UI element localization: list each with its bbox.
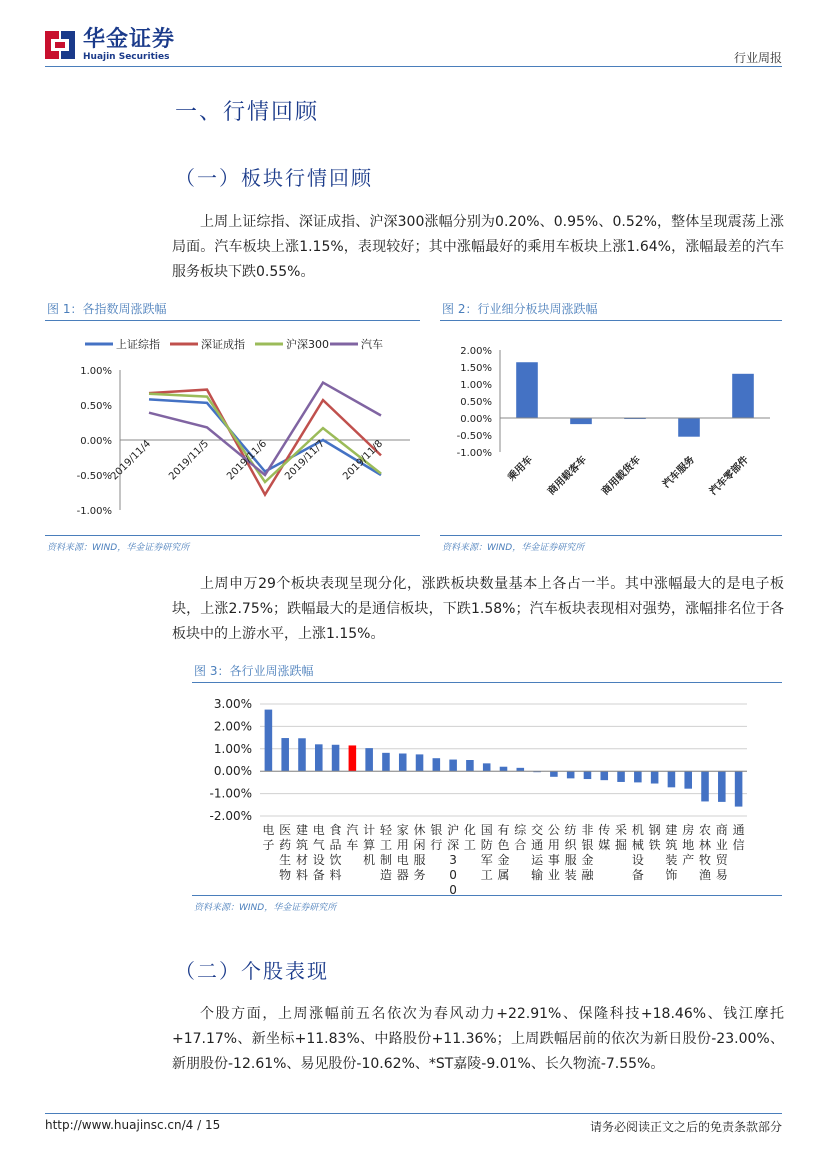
bar: [449, 760, 457, 772]
y-tick-label: 0.50%: [80, 401, 112, 412]
legend-label: 深证成指: [201, 338, 245, 351]
y-tick-label: 1.00%: [80, 366, 112, 377]
x-tick-label: 银行: [430, 823, 443, 852]
bar: [584, 771, 592, 779]
x-tick-label: 传媒: [598, 823, 611, 852]
x-tick-label: 综合: [514, 823, 527, 852]
figure2-source: 资料来源：WIND，华金证券研究所: [442, 543, 585, 553]
bar: [550, 771, 558, 777]
x-tick-label: 机械设备: [631, 823, 644, 882]
y-tick-label: 0.00%: [213, 764, 252, 779]
x-tick-label: 国防军工: [480, 823, 493, 882]
x-tick-label: 非银金融: [581, 823, 594, 882]
figure3-bar-chart: [192, 684, 782, 894]
y-tick-label: 1.00%: [213, 741, 252, 756]
x-tick-label: 房地产: [682, 823, 695, 867]
bar: [517, 768, 525, 771]
x-tick-label: 钢铁: [648, 823, 661, 852]
x-tick-label: 电气设备: [312, 823, 325, 882]
figure2-bottom-rule: [440, 535, 782, 536]
x-tick-label: 乘用车: [506, 454, 536, 484]
bar: [298, 738, 306, 771]
x-tick-label: 医药生物: [279, 823, 292, 882]
bar: [365, 748, 373, 771]
x-tick-label: 化工: [463, 823, 476, 852]
y-tick-label: -0.50%: [76, 471, 112, 482]
subsection-title-stocks: （二）个股表现: [175, 959, 329, 983]
footer-url[interactable]: http://www.huajinsc.cn/4 / 15: [45, 1118, 221, 1132]
y-tick-label: 0.00%: [80, 436, 112, 447]
bar: [732, 374, 754, 418]
figure3-bottom-rule: [192, 895, 782, 896]
bar: [399, 754, 407, 772]
logo-name-en: Huajin Securities: [83, 52, 170, 62]
x-tick-label: 有色金属: [497, 823, 510, 882]
subsection-title-sector: （一）板块行情回顾: [175, 166, 373, 190]
x-tick-label: 商用载货车: [599, 454, 644, 498]
bar: [483, 763, 491, 771]
x-tick-label: 家用电器: [396, 823, 409, 882]
bar: [600, 771, 608, 780]
y-tick-label: 2.00%: [460, 346, 492, 357]
x-tick-label: 汽车服务: [661, 454, 698, 491]
x-tick-label: 采掘: [615, 823, 628, 852]
bar: [634, 771, 642, 782]
figure1-line-chart: [45, 322, 420, 534]
y-tick-label: -1.00%: [209, 786, 252, 801]
y-tick-label: 1.00%: [460, 380, 492, 391]
footer-disclaimer: 请务必阅读正文之后的免责条款部分: [589, 1120, 782, 1134]
x-tick-label: 电子: [262, 823, 275, 852]
bar: [382, 753, 390, 771]
bar: [570, 418, 592, 424]
bar: [265, 710, 273, 772]
figure2-bar-chart: [440, 322, 782, 534]
x-tick-label: 通信: [732, 823, 745, 852]
legend-label: 汽车: [361, 338, 383, 351]
x-tick-label: 农林牧渔: [699, 823, 712, 882]
bar: [349, 745, 357, 771]
x-tick-label: 食品饮料: [329, 823, 342, 882]
figure1-source: 资料来源：WIND，华金证券研究所: [47, 543, 190, 553]
figure2-title: 图 2：行业细分板块周涨跌幅: [442, 302, 598, 316]
x-tick-label: 建筑材料: [295, 823, 308, 882]
logo-icon: [45, 29, 77, 61]
bar: [567, 771, 575, 778]
figure3-title: 图 3：各行业周涨跌幅: [194, 664, 314, 678]
bar: [516, 362, 538, 418]
figure3-source: 资料来源：WIND，华金证券研究所: [194, 903, 337, 913]
figure1-bottom-rule: [45, 535, 420, 536]
x-tick-label: 建筑装饰: [665, 823, 678, 882]
x-tick-label: 2019/11/4: [109, 438, 154, 483]
y-tick-label: -1.00%: [456, 448, 492, 459]
x-tick-label: 2019/11/6: [225, 438, 270, 483]
bar: [735, 771, 743, 806]
bar: [678, 418, 700, 437]
figure1-title: 图 1：各指数周涨跌幅: [47, 302, 167, 316]
x-tick-label: 轻工制造: [379, 823, 392, 882]
y-tick-label: -0.50%: [456, 431, 492, 442]
bar: [701, 771, 709, 801]
company-logo: [45, 28, 175, 62]
x-tick-label: 计算机: [363, 823, 376, 867]
y-tick-label: 0.00%: [460, 414, 492, 425]
bar: [281, 738, 289, 771]
x-tick-label: 公用事业: [547, 823, 560, 882]
logo-name-cn: 华金证券: [83, 27, 176, 52]
x-tick-label: 休闲服务: [413, 823, 426, 882]
bar: [466, 760, 474, 771]
x-tick-label: 商业贸易: [715, 823, 728, 882]
bar: [684, 771, 692, 788]
y-tick-label: -1.00%: [76, 506, 112, 517]
bar: [617, 771, 625, 782]
bar: [332, 745, 340, 771]
x-tick-label: 2019/11/8: [341, 438, 386, 483]
legend-label: 上证综指: [116, 338, 160, 351]
section-title: 一、行情回顾: [175, 100, 320, 125]
y-tick-label: 0.50%: [460, 397, 492, 408]
bar: [651, 771, 659, 783]
legend-label: 沪深300: [286, 338, 329, 351]
paragraph-market-review: 上周上证综指、深证成指、沪深300涨幅分别为0.20%、0.95%、0.52%，整体呈现震荡上涨局面。汽车板块上涨1.15%，表现较好；其中涨幅最好的乘用车板块上涨1.64%，涨幅最差的汽车服务板块下跌0.55%。: [172, 214, 784, 280]
bar: [500, 767, 508, 771]
y-tick-label: 1.50%: [460, 363, 492, 374]
x-tick-label: 交通运输: [531, 823, 544, 882]
x-tick-label: 纺织服装: [564, 823, 577, 882]
x-tick-label: 汽车: [346, 823, 359, 852]
x-tick-label: 沪深 3 0 0: [447, 823, 460, 894]
y-tick-label: -2.00%: [209, 809, 252, 823]
paragraph-sector-performance: 上周申万29个板块表现呈现分化，涨跌板块数量基本上各占一半。其中涨幅最大的是电子板块，上涨2.75%；跌幅最大的是通信板块，下跌1.58%；汽车板块表现相对强势，涨幅排名位于各板块中的上游水平，上涨1.15%。: [172, 576, 784, 642]
bar: [315, 744, 323, 771]
y-tick-label: 2.00%: [213, 719, 252, 734]
y-tick-label: 3.00%: [213, 697, 252, 711]
bar: [718, 771, 726, 802]
figure3-top-rule: [192, 682, 782, 683]
figure2-top-rule: [440, 320, 782, 321]
header-divider: [45, 66, 782, 67]
paragraph-stock-performance: 个股方面，上周涨幅前五名依次为春风动力+22.91%、保隆科技+18.46%、钱江摩托+17.17%、新坐标+11.83%、中路股份+11.36%；上周跌幅居前的依次为新日股份-23.00%、新朋股份-12.61%、易见股份-10.62%、*ST嘉陵-9.01%、长久物流-7.55%。: [172, 1006, 784, 1072]
bar: [433, 758, 441, 771]
x-tick-label: 2019/11/5: [167, 438, 212, 483]
report-type: 行业周报: [733, 51, 782, 65]
x-tick-label: 2019/11/7: [283, 438, 328, 483]
x-tick-label: 商用载客车: [545, 454, 590, 498]
bar: [668, 771, 676, 787]
x-tick-label: 汽车零部件: [707, 454, 752, 498]
bar: [416, 754, 424, 771]
figure1-top-rule: [45, 320, 420, 321]
footer-divider: [45, 1113, 782, 1114]
